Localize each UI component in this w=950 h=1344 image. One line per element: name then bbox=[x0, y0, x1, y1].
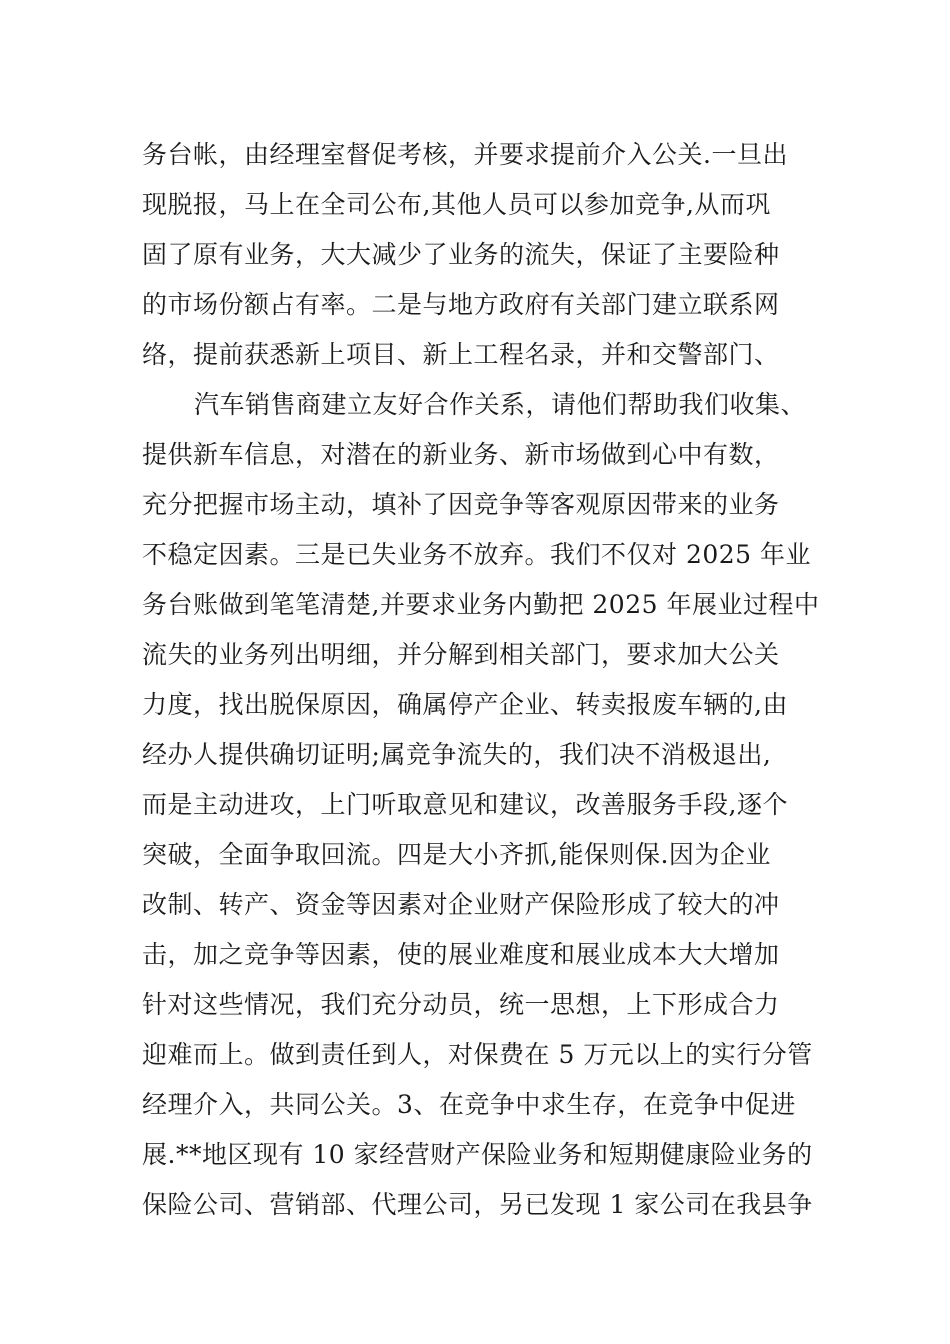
text-line: 现脱报，马上在全司公布,其他人员可以参加竞争,从而巩 bbox=[142, 190, 771, 219]
text-line: 务台账做到笔笔清楚,并要求业务内勤把 2025 年展业过程中 bbox=[142, 590, 820, 619]
text-line: 务台帐，由经理室督促考核，并要求提前介入公关.一旦出 bbox=[142, 140, 788, 169]
text-line: 的市场份额占有率。二是与地方政府有关部门建立联系网 bbox=[142, 290, 780, 319]
text-line: 迎难而上。做到责任到人，对保费在 5 万元以上的实行分管 bbox=[142, 1040, 813, 1069]
text-line: 力度，找出脱保原因，确属停产企业、转卖报废车辆的,由 bbox=[142, 690, 788, 719]
text-line: 提供新车信息，对潜在的新业务、新市场做到心中有数， bbox=[142, 440, 780, 469]
text-line: 而是主动进攻，上门听取意见和建议，改善服务手段,逐个 bbox=[142, 790, 788, 819]
text-line: 突破，全面争取回流。四是大小齐抓,能保则保.因为企业 bbox=[142, 840, 771, 869]
text-line: 改制、转产、资金等因素对企业财产保险形成了较大的冲 bbox=[142, 890, 780, 919]
paragraph-1 bbox=[142, 130, 822, 380]
paragraph-2 bbox=[142, 380, 822, 1230]
text-line: 充分把握市场主动，填补了因竞争等客观原因带来的业务 bbox=[142, 490, 780, 519]
text-line: 展.**地区现有 10 家经营财产保险业务和短期健康险业务的 bbox=[142, 1140, 813, 1169]
text-line: 不稳定因素。三是已失业务不放弃。我们不仅对 2025 年业 bbox=[142, 540, 812, 569]
text-line: 经办人提供确切证明;属竞争流失的，我们决不消极退出, bbox=[142, 740, 772, 769]
text-line: 保险公司、营销部、代理公司，另已发现 1 家公司在我县争 bbox=[142, 1190, 813, 1219]
text-line: 固了原有业务，大大减少了业务的流失，保证了主要险种 bbox=[142, 240, 780, 269]
text-line: 经理介入，共同公关。3、在竞争中求生存，在竞争中促进 bbox=[142, 1090, 796, 1119]
text-line: 流失的业务列出明细，并分解到相关部门，要求加大公关 bbox=[142, 640, 780, 669]
text-line: 络，提前获悉新上项目、新上工程名录，并和交警部门、 bbox=[142, 340, 780, 369]
text-line: 击，加之竞争等因素，使的展业难度和展业成本大大增加 bbox=[142, 940, 780, 969]
text-line-indented: 汽车销售商建立友好合作关系，请他们帮助我们收集、 bbox=[194, 390, 807, 419]
text-line: 针对这些情况，我们充分动员，统一思想，上下形成合力 bbox=[142, 990, 780, 1019]
